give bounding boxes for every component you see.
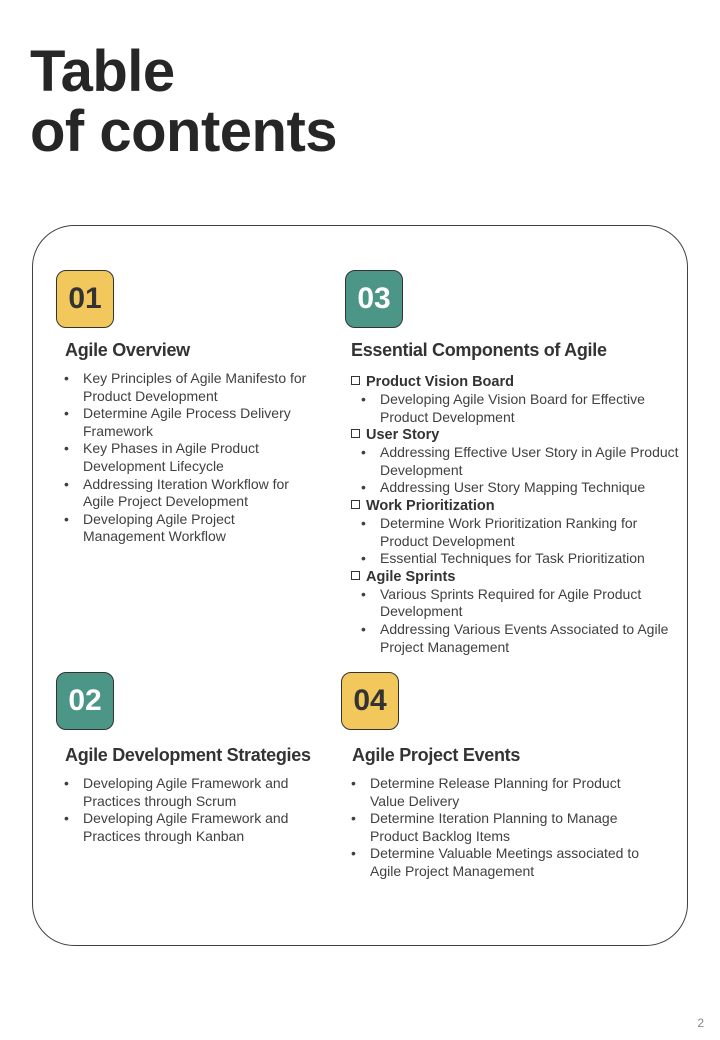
- subheading-work-prioritization: [351, 497, 687, 515]
- section-02-title: Agile Development Strategies: [65, 745, 311, 765]
- list-item: • Determine Work Prioritization Ranking for Product Development: [361, 515, 687, 550]
- section-02-list: [64, 775, 304, 845]
- list-item: • Developing Agile Project Management Workflow: [64, 511, 314, 546]
- subheading-user-story: [351, 426, 687, 444]
- subheading-label: Product Vision Board: [366, 374, 514, 390]
- checkbox-square-icon: [351, 376, 360, 385]
- list-item: • Addressing User Story Mapping Technique: [361, 479, 687, 497]
- section-04-badge: 04: [341, 672, 399, 730]
- list-item: • Addressing Effective User Story in Agile Product Development: [361, 444, 687, 479]
- section-03-title: Essential Components of Agile: [351, 340, 607, 360]
- section-04-list: [351, 775, 651, 881]
- section-02-badge: 02: [56, 672, 114, 730]
- list-item: • Developing Agile Framework and Practices through Scrum: [64, 775, 304, 810]
- subheading-product-vision-board: [351, 373, 687, 391]
- section-01-list: [64, 370, 314, 546]
- subheading-label: User Story: [366, 427, 440, 444]
- page-title: [30, 39, 338, 164]
- list-item: • Determine Valuable Meetings associated to Agile Project Management: [351, 845, 651, 880]
- list-item: • Various Sprints Required for Agile Product Development: [361, 586, 687, 621]
- list-item: • Essential Techniques for Task Prioritization: [361, 550, 687, 568]
- checkbox-square-icon: [351, 500, 360, 509]
- list-item: • Determine Agile Process Delivery Framework: [64, 405, 314, 440]
- checkbox-square-icon: [351, 571, 360, 580]
- list-item: • Developing Agile Vision Board for Effective Product Development: [361, 391, 687, 426]
- list-item: • Determine Iteration Planning to Manage Product Backlog Items: [351, 810, 651, 845]
- subheading-label: Work Prioritization: [366, 497, 495, 514]
- section-01-badge: 01: [56, 270, 114, 328]
- checkbox-square-icon: [351, 429, 360, 438]
- title-line-2: of contents: [30, 99, 338, 164]
- section-03-badge: 03: [345, 270, 403, 328]
- subheading-agile-sprints: [351, 568, 687, 586]
- section-01-title: Agile Overview: [65, 340, 190, 360]
- list-item: • Addressing Various Events Associated to Agile Project Management: [361, 621, 687, 656]
- title-line-1: Table: [30, 39, 175, 104]
- list-item: • Key Principles of Agile Manifesto for Product Development: [64, 370, 314, 405]
- section-03-list: [351, 373, 687, 656]
- list-item: • Determine Release Planning for Product Value Delivery: [351, 775, 651, 810]
- list-item: • Key Phases in Agile Product Development Lifecycle: [64, 440, 314, 475]
- page-number: 2: [697, 1016, 704, 1030]
- section-04-title: Agile Project Events: [352, 745, 521, 765]
- list-item: • Developing Agile Framework and Practices through Kanban: [64, 810, 304, 845]
- list-item: • Addressing Iteration Workflow for Agile Project Development: [64, 476, 314, 511]
- subheading-label: Agile Sprints: [366, 568, 456, 585]
